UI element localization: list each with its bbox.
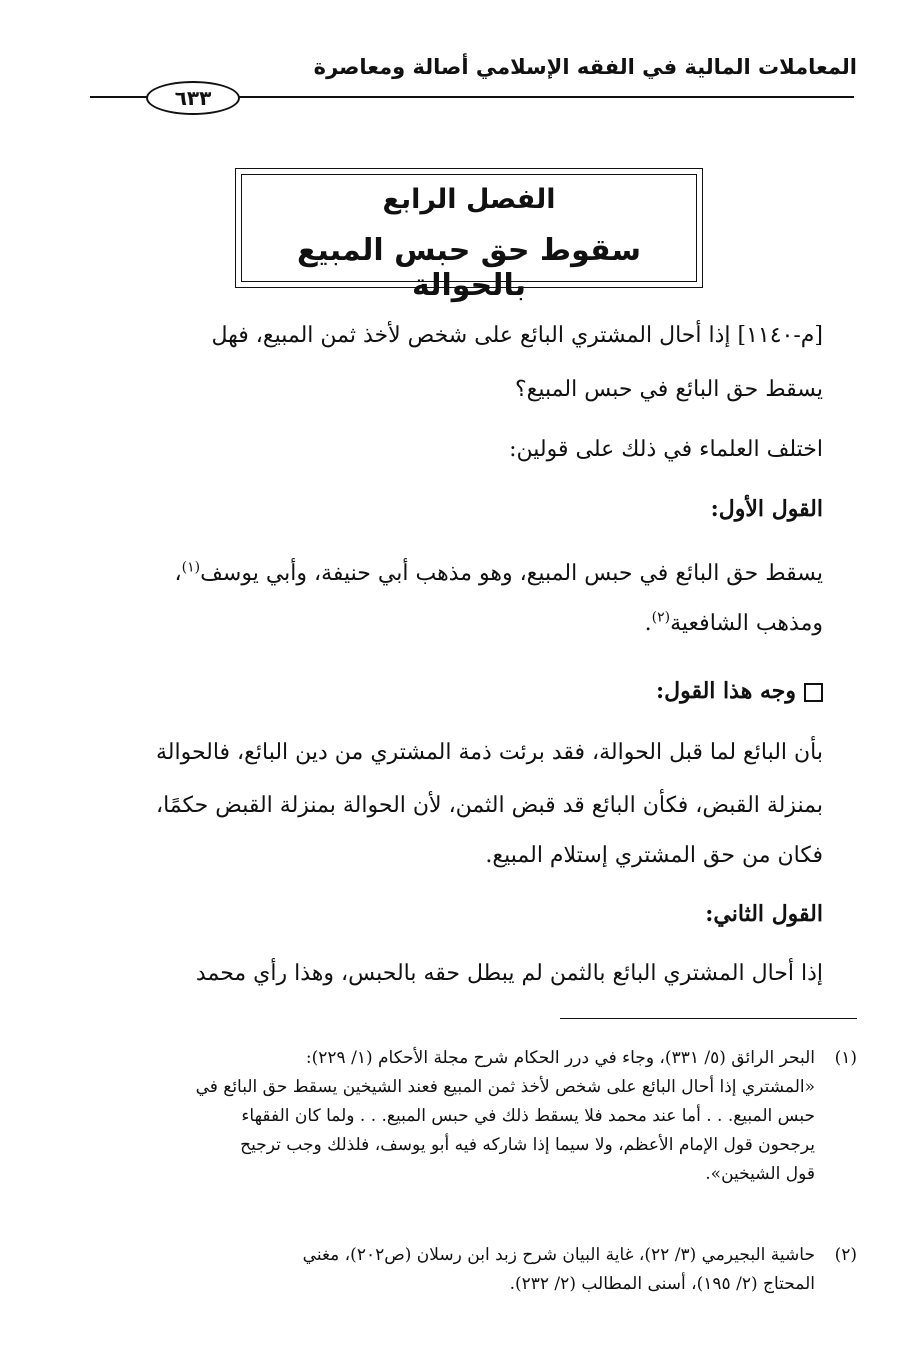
footnote-line: قول الشيخين». bbox=[705, 1164, 815, 1184]
footnote-line: يرجحون قول الإمام الأعظم، ولا سيما إذا شاركه فيه أبو يوسف، فلذلك وجب ترجيح bbox=[240, 1135, 815, 1155]
chapter-label: الفصل الرابع bbox=[382, 184, 556, 215]
punctuation: ، bbox=[174, 561, 182, 586]
paragraph-line: [م-١١٤٠] إذا أحال المشتري البائع على شخص لأخذ ثمن المبيع، فهل bbox=[211, 323, 823, 348]
footnote-separator bbox=[560, 1018, 857, 1019]
paragraph-line: يسقط حق البائع في حبس المبيع؟ bbox=[515, 377, 823, 402]
footnote-line: حبس المبيع. . . أما عند محمد فلا يسقط ذلك في حبس المبيع. . . ولما كان الفقهاء bbox=[241, 1106, 815, 1126]
chapter-heading-box bbox=[235, 168, 703, 303]
paragraph-line: بمنزلة القبض، فكأن البائع قد قبض الثمن، لأن الحوالة بمنزلة القبض حكمًا، bbox=[155, 793, 823, 818]
paragraph-line bbox=[93, 610, 823, 638]
paragraph-text: ومذهب الشافعية bbox=[670, 611, 823, 636]
footnote-line: البحر الرائق (٥/ ٣٣١)، وجاء في درر الحكام شرح مجلة الأحكام (١/ ٢٢٩): bbox=[305, 1048, 815, 1068]
section-heading bbox=[93, 677, 823, 705]
footnote bbox=[77, 1046, 857, 1191]
footnote-ref: (١) bbox=[181, 559, 201, 576]
footnote-number: (٢) bbox=[834, 1245, 857, 1265]
paragraph-text: يسقط حق البائع في حبس المبيع، وهو مذهب أبي حنيفة، وأبي يوسف bbox=[200, 561, 823, 586]
paragraph-line bbox=[93, 560, 823, 588]
paragraph: اختلف العلماء في ذلك على قولين: bbox=[509, 437, 823, 462]
running-header-title: المعاملات المالية في الفقه الإسلامي أصالة ومعاصرة bbox=[313, 55, 857, 79]
chapter-title: سقوط حق حبس المبيع بالحوالة bbox=[297, 233, 641, 303]
square-bullet-icon bbox=[804, 683, 823, 702]
footnote bbox=[77, 1243, 857, 1301]
section-heading: القول الأول: bbox=[710, 496, 823, 522]
section-heading: القول الثاني: bbox=[705, 901, 823, 927]
paragraph-line: بأن البائع لما قبل الحوالة، فقد برئت ذمة المشتري من دين البائع، فالحوالة bbox=[155, 740, 823, 765]
section-heading-text: وجه هذا القول: bbox=[655, 678, 796, 704]
footnote-line: المحتاج (٢/ ١٩٥)، أسنى المطالب (٢/ ٢٣٢). bbox=[509, 1274, 815, 1294]
punctuation: . bbox=[644, 611, 652, 636]
footnote-line: «المشتري إذا أحال البائع على شخص لأخذ ثمن المبيع فعند الشيخين يسقط حق البائع في bbox=[195, 1077, 815, 1097]
paragraph-line: فكان من حق المشتري إستلام المبيع. bbox=[485, 843, 823, 868]
paragraph-line: إذا أحال المشتري البائع بالثمن لم يبطل حقه بالحبس، وهذا رأي محمد bbox=[195, 961, 823, 986]
page-number: ٦٣٣ bbox=[146, 81, 240, 115]
footnote-line: حاشية البجيرمي (٣/ ٢٢)، غاية البيان شرح زبد ابن رسلان (ص٢٠٢)، مغني bbox=[302, 1245, 815, 1265]
footnote-number: (١) bbox=[834, 1048, 857, 1068]
footnote-ref: (٢) bbox=[651, 609, 671, 626]
